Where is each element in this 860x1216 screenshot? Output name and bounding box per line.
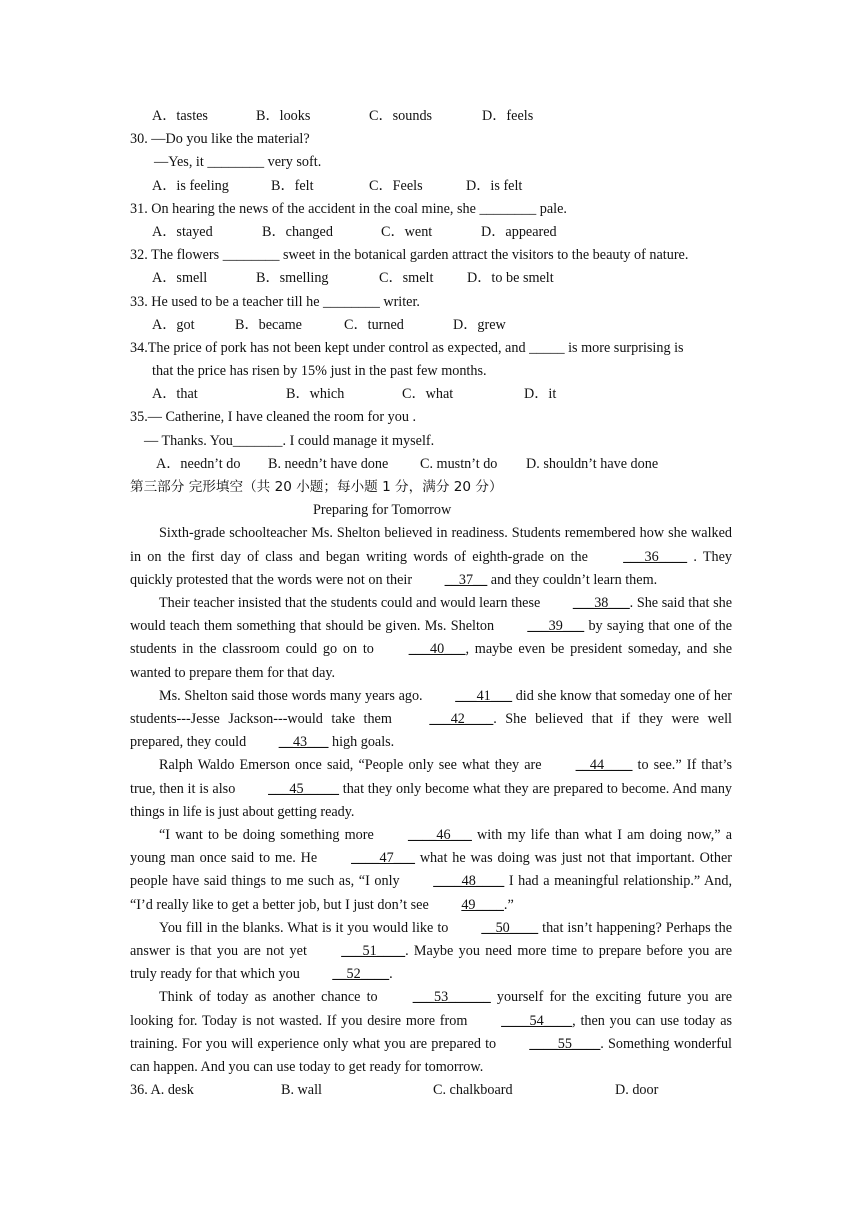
text: . She said that she would teach them something that should be given. Ms. Shelton (130, 594, 732, 635)
option-a: A．needn’t do (156, 455, 241, 472)
paragraph-4 (130, 754, 732, 824)
text: Ralph Waldo Emerson once said, “People only see what they are (159, 757, 542, 774)
text: , then you can use today as training. For you will experience only what you are prepared to (130, 1012, 733, 1052)
option-c: C．sounds (369, 108, 433, 124)
option-b: B．felt (271, 177, 314, 194)
option-a: A．got (152, 316, 195, 333)
passage-title: Preparing for Tomorrow (313, 502, 452, 519)
blank-54: ____54____ (501, 1012, 573, 1029)
option-b: B．became (235, 316, 302, 333)
option-a: A．is feeling (152, 177, 229, 194)
q36-options (130, 1079, 732, 1102)
text: You fill in the blanks. What is it you would like to (159, 919, 449, 936)
blank-37: __37__ (444, 571, 488, 588)
blank-53: ___53______ (412, 989, 491, 1006)
q33-options (130, 314, 732, 337)
q31-stem: 31. On hearing the news of the accident in the coal mine, she ________ pale. (130, 200, 567, 217)
text: I had a meaningful relationship.” And, “I’d really like to get a better job, but I just don’t see (130, 873, 733, 913)
option-d: D．appeared (481, 223, 557, 240)
option-b: B．smelling (256, 270, 329, 287)
option-d: D．to be smelt (467, 270, 554, 287)
text: . They quickly protested that the words were not on their (130, 548, 733, 588)
blank-39: ___39___ (527, 618, 585, 635)
blank-52: __52____ (332, 966, 390, 983)
q30-answer-line: —Yes, it ________ very soft. (154, 154, 322, 171)
text: .” (503, 896, 514, 913)
option-c: C．went (381, 223, 433, 240)
blank-45: ___45_____ (268, 780, 339, 797)
q35-options (130, 453, 732, 476)
option-a: A．stayed (152, 223, 213, 240)
text: to see.” If that’s true, then it is also (130, 757, 733, 797)
text: and they couldn’t learn them. (490, 571, 658, 588)
option-a: A．tastes (152, 108, 208, 124)
blank-48: ____48____ (433, 873, 505, 890)
option-c: C．Feels (369, 177, 423, 194)
text: that they only become what they are prepared to become. And many things in life is just about getting ready. (130, 780, 733, 820)
q32-options (130, 267, 732, 290)
option-d: D．feels (482, 108, 534, 124)
blank-51: ___51____ (341, 943, 406, 960)
option-d: D．it (524, 386, 557, 403)
text: what he was doing was just not that important. Other people have said things to me such as, “I only (130, 850, 732, 890)
text: . Something wonderful can happen. And you can use today to get ready for tomorrow. (130, 1035, 733, 1076)
blank-55: ____55____ (529, 1035, 601, 1052)
option-d: D．grew (453, 316, 506, 333)
text: high goals. (331, 734, 395, 751)
q33-stem: 33. He used to be a teacher till he ________ writer. (130, 293, 420, 310)
q30-stem: 30. —Do you like the material? (130, 131, 310, 148)
q35-answer-line: — Thanks. You_______. I could manage it myself. (144, 432, 435, 449)
q30-options (130, 175, 732, 198)
option-a: A．that (152, 386, 198, 403)
paragraph-3 (130, 685, 732, 755)
blank-43: __43___ (278, 734, 329, 751)
text: , maybe even be president someday, and she wanted to prepare them for that day. (130, 641, 732, 681)
blank-50: __50____ (481, 919, 539, 936)
option-a: A．smell (152, 270, 208, 287)
text: yourself for the exciting future you are looking for. Today is not wasted. If you desire more from (130, 989, 733, 1029)
text: that isn’t happening? Perhaps the answer is that you are not yet (130, 919, 733, 960)
option-b: B. needn’t have done (268, 455, 389, 472)
option-b: B. wall (281, 1082, 322, 1099)
blank-42: ___42____ (429, 711, 494, 727)
exam-content (130, 105, 732, 1102)
paragraph-2 (130, 592, 732, 685)
text: with my life than what I am doing now,” a young man once said to me. He (130, 827, 733, 867)
text: . (389, 966, 393, 983)
text: Sixth-grade schoolteacher Ms. Shelton believed in readiness. Students remembered how she walked in on the first day of class and began writing words of eighth-grade on the (130, 525, 732, 565)
option-b: B．which (286, 386, 345, 403)
option-d: D．is felt (466, 177, 523, 194)
blank-41: ___41___ (455, 687, 513, 704)
section-heading: 第三部分 完形填空（共 20 小题；每小题 1 分，满分 20 分） (130, 479, 503, 495)
option-c: C．what (402, 386, 454, 403)
text: did she know that someday one of her students---Jesse Jackson---would take them (130, 687, 733, 727)
blank-46: ____46___ (407, 827, 472, 844)
option-c: C．smelt (379, 270, 434, 287)
blank-44: __44____ (575, 757, 633, 774)
q34-options (130, 383, 732, 406)
blank-36: ___36____ (623, 548, 688, 565)
q35-stem: 35.— Catherine, I have cleaned the room for you . (130, 409, 417, 426)
text: by saying that one of the students in the classroom could go on to (130, 618, 733, 658)
q31-options (130, 221, 732, 244)
text: . She believed that if they were well prepared, they could (130, 711, 732, 751)
q34-stem-continued: that the price has risen by 15% just in the past few months. (152, 363, 487, 380)
text: Their teacher insisted that the students could and would learn these (159, 594, 541, 611)
option-b: B．looks (256, 108, 311, 124)
option-d: D. door (615, 1082, 659, 1099)
paragraph-5 (130, 824, 732, 917)
paragraph-1 (130, 522, 732, 592)
option-d: D. shouldn’t have done (526, 455, 659, 472)
text: . Maybe you need more time to prepare before you are truly ready for that which you (130, 943, 733, 983)
blank-38: ___38___ (572, 594, 630, 611)
q29-options (130, 105, 732, 128)
text: Think of today as another chance to (159, 989, 378, 1006)
paragraph-6 (130, 917, 732, 987)
blank-47: ____47___ (351, 850, 415, 867)
option-b: B．changed (262, 223, 333, 240)
q34-stem: 34.The price of pork has not been kept under control as expected, and _____ is more surprising is (130, 339, 684, 356)
blank-49: 49____ (461, 896, 504, 913)
q32-stem: 32. The flowers ________ sweet in the botanical garden attract the visitors to the beauty of nature. (130, 247, 689, 264)
paragraph-7 (130, 986, 732, 1079)
text: “I want to be doing something more (159, 827, 374, 844)
option-c: C．turned (344, 316, 404, 333)
option-a: 36. A. desk (130, 1082, 194, 1099)
blank-40: ___40___ (408, 641, 466, 658)
option-c: C. chalkboard (433, 1082, 513, 1099)
text: Ms. Shelton said those words many years ago. (159, 687, 423, 704)
option-c: C. mustn’t do (420, 455, 498, 472)
